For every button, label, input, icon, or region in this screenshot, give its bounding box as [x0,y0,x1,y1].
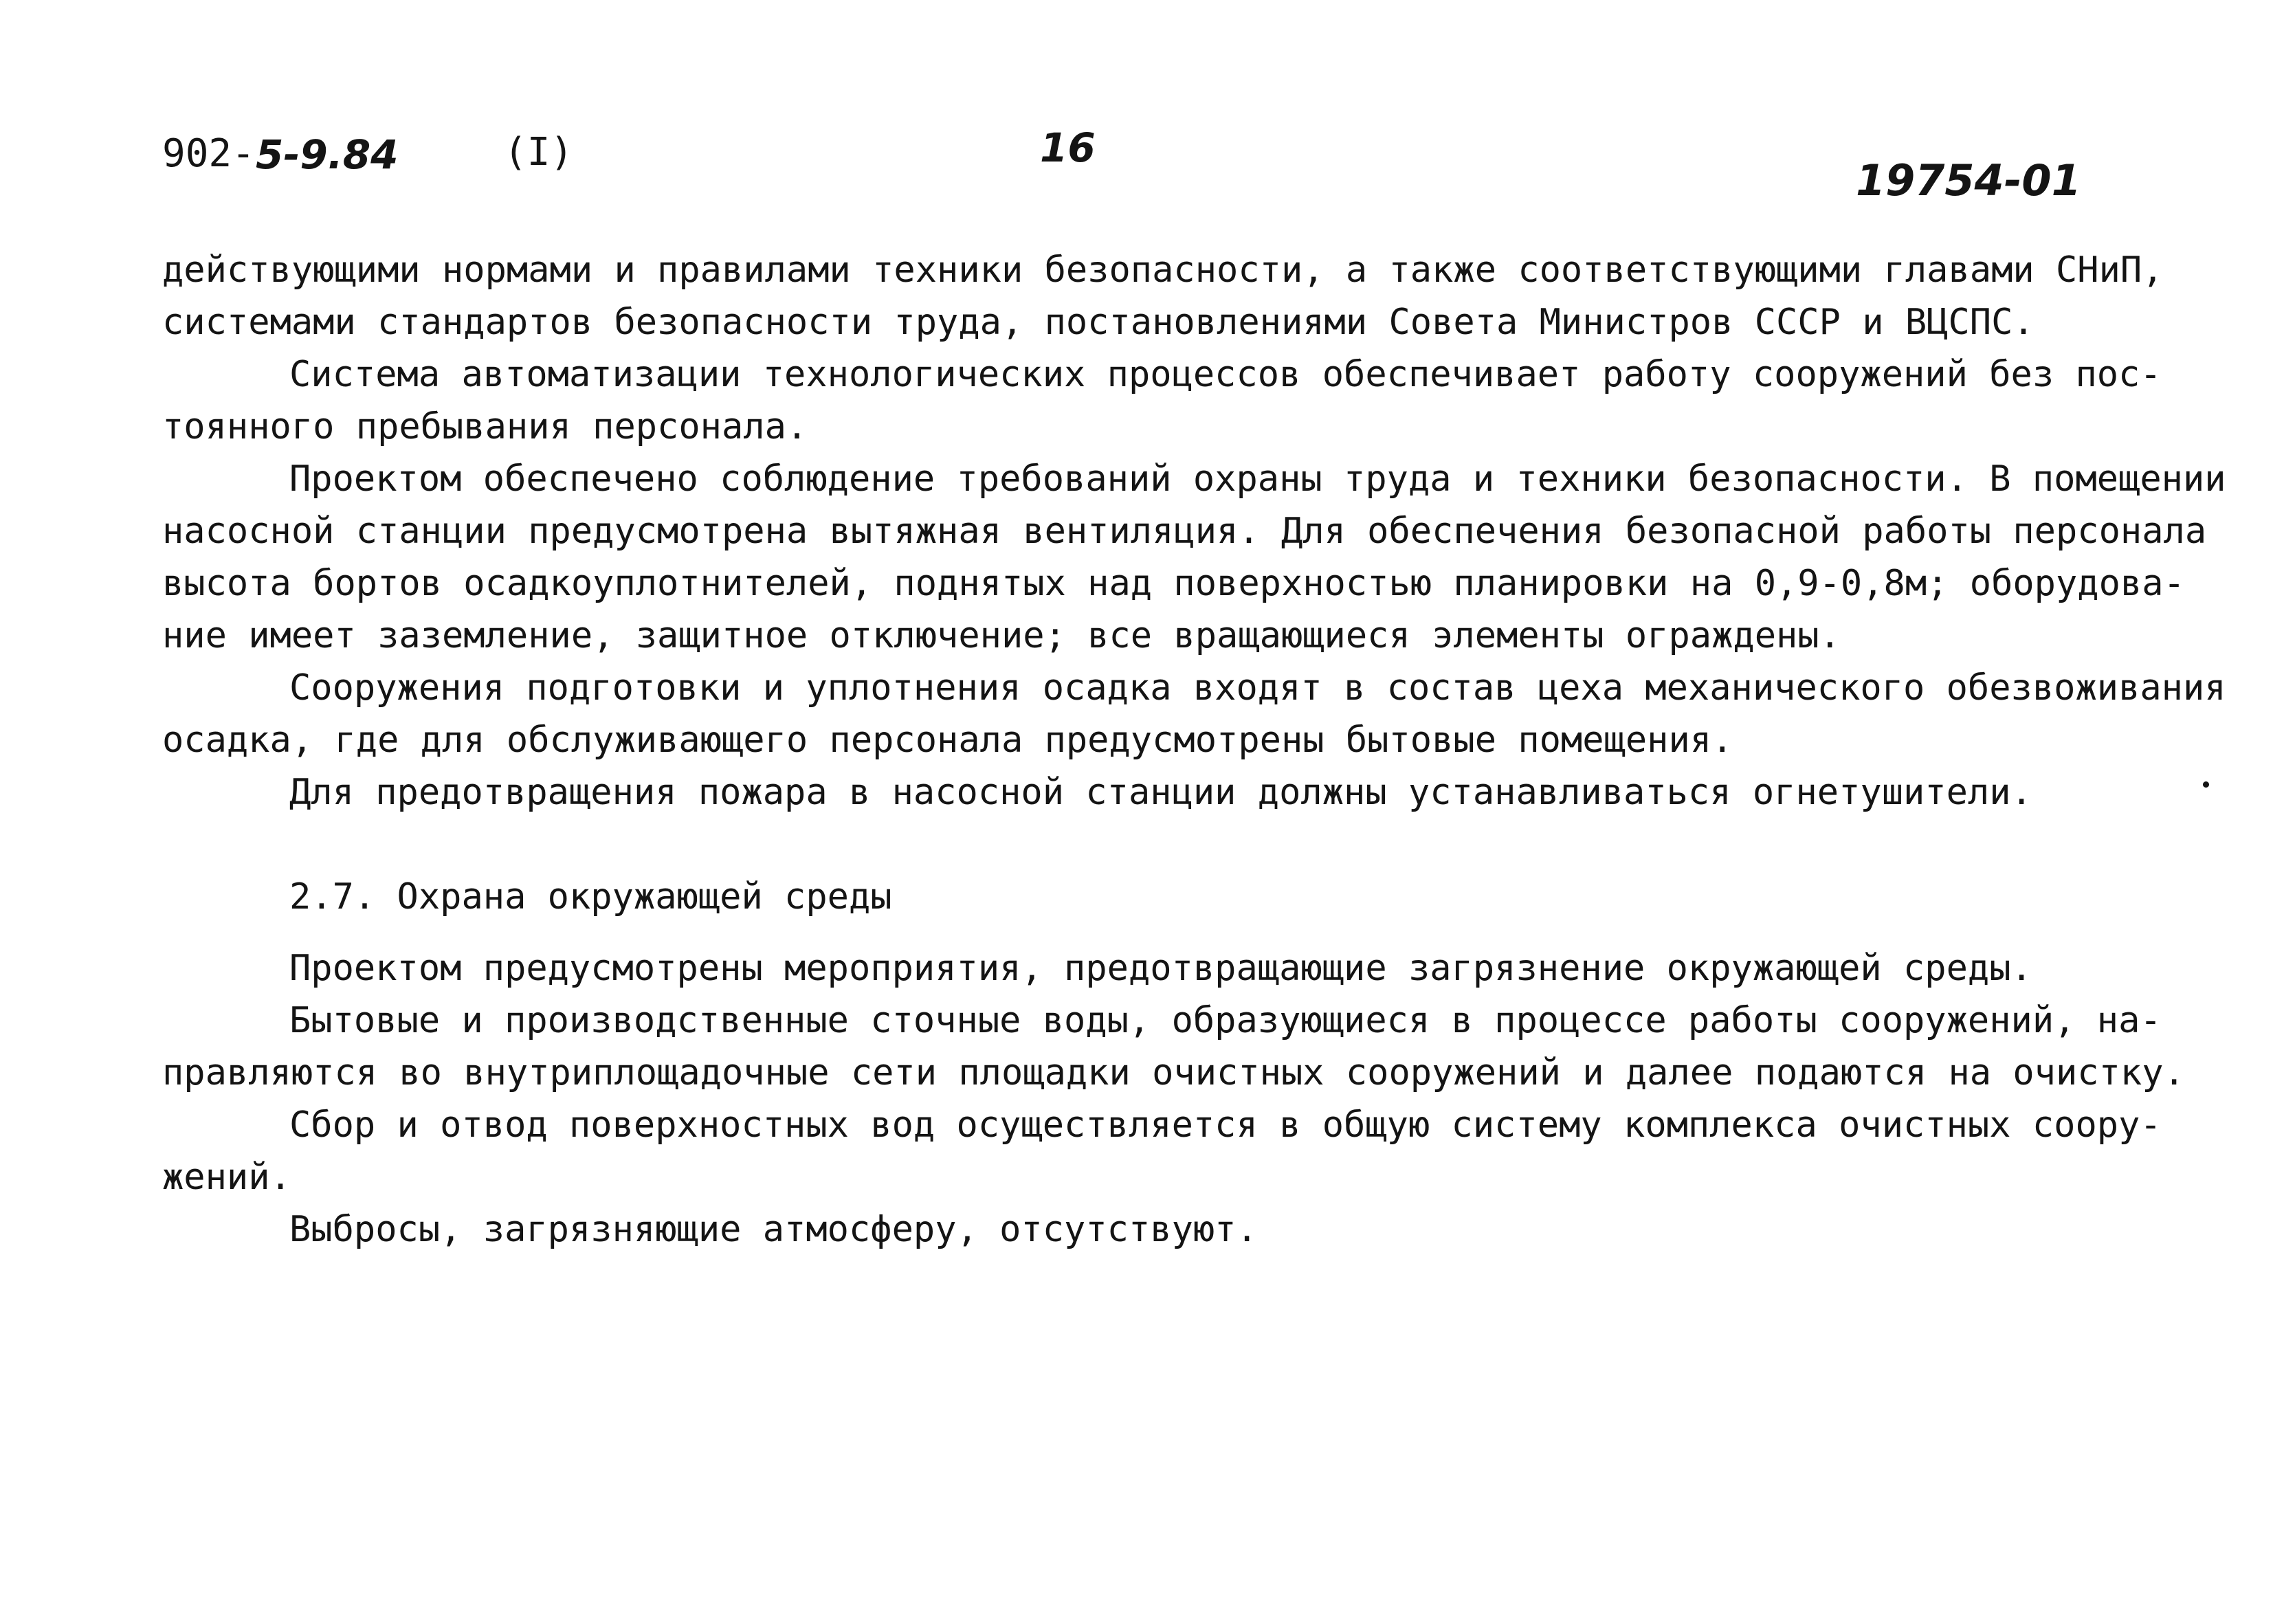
sheet-number: 19754-01 [1856,155,2081,205]
text-line: ние имеет заземление, защитное отключение; все вращающиеся элементы ограждены. [162,615,1841,656]
text-line: Сбор и отвод поверхностных вод осуществляется в общую систему комплекса очистных соору- [289,1104,2162,1146]
text-line: Проектом обеспечено соблюдение требований охраны труда и техники безопасности. В помещении [289,458,2226,500]
text-line: Выбросы, загрязняющие атмосферу, отсутствуют. [289,1209,1258,1250]
document-code-prefix: 902- [162,131,255,176]
text-line: Для предотвращения пожара в насосной станции должны устанавливаться огнетушители. [289,772,2032,813]
spacer [162,819,2231,871]
text-line: действующими нормами и правилами техники безопасности, а также соответствующими главами СНиП, [162,249,2164,291]
text-line: Сооружения подготовки и уплотнения осадка входят в состав цеха механического обезвоживания [289,667,2226,709]
text-line: тоянного пребывания персонала. [162,406,808,447]
text-line: Система автоматизации технологических процессов обеспечивает работу сооружений без пос- [289,354,2162,395]
page-number: 16 [1040,124,1096,171]
text-line: осадка, где для обслуживающего персонала предусмотрены бытовые помещения. [162,720,1733,761]
section-heading: 2.7. Охрана окружающей среды [289,876,892,917]
document-volume: (I) [504,130,574,175]
text-line: жений. [162,1157,291,1198]
text-line: Бытовые и производственные сточные воды, образующиеся в процессе работы сооружений, на- [289,1000,2162,1041]
text-line: насосной станции предусмотрена вытяжная вентиляция. Для обеспечения безопасной работы персонала [162,511,2207,552]
text-line: правляются во внутриплощадочные сети площадки очистных сооружений и далее подаются на очистку. [162,1052,2185,1093]
text-line: Проектом предусмотрены мероприятия, предотвращающие загрязнение окружающей среды. [289,948,2032,989]
document-body [162,244,2231,1256]
ink-dot [2203,781,2209,788]
text-line: системами стандартов безопасности труда, постановлениями Совета Министров СССР и ВЦСПС. [162,302,2034,343]
document-code-handwritten: 5-9.84 [256,131,399,178]
text-line: высота бортов осадкоуплотнителей, поднятых над поверхностью планировки на 0,9-0,8м; оборудова- [162,563,2185,604]
